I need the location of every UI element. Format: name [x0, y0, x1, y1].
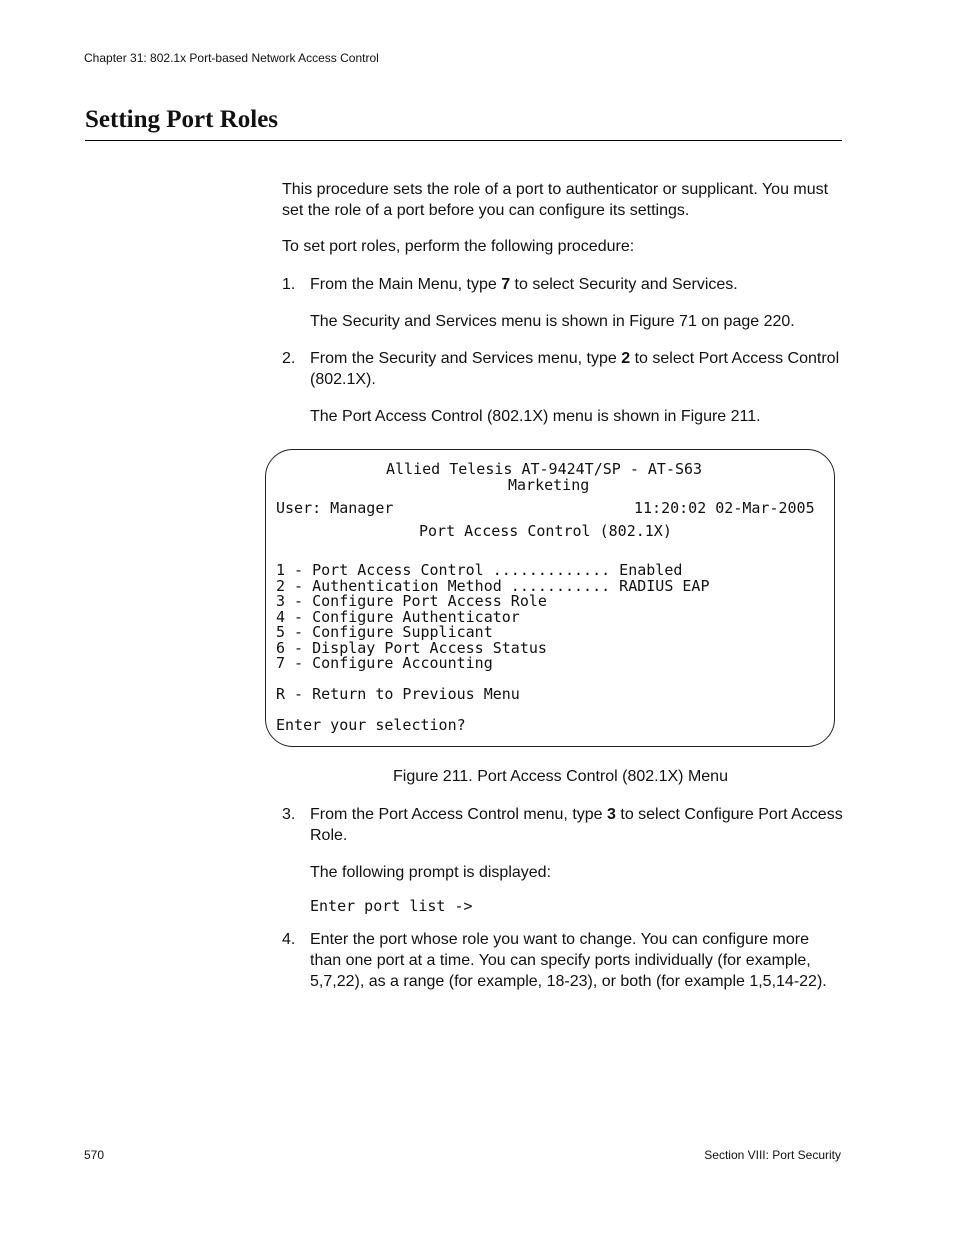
step-number: 4. — [282, 931, 296, 948]
menu-item-authentication-method: 2 - Authentication Method ........... RADIUS EAP — [276, 577, 710, 595]
terminal-system-name: Marketing — [508, 476, 590, 494]
step-3-note: The following prompt is displayed: — [310, 864, 552, 881]
figure-caption: Figure 211. Port Access Control (802.1X) Menu — [393, 768, 728, 785]
procedure-intro: To set port roles, perform the following procedure: — [282, 238, 635, 255]
terminal-product-line: Allied Telesis AT-9424T/SP - AT-S63 — [386, 460, 703, 478]
step-number: 1. — [282, 276, 296, 293]
terminal-datetime: 11:20:02 02-Mar-2005 — [634, 499, 815, 517]
step-1-note: The Security and Services menu is shown in Figure 71 on page 220. — [310, 313, 795, 330]
menu-item-port-access-control: 1 - Port Access Control ............. Enabled — [276, 561, 683, 579]
terminal-screen — [265, 449, 835, 747]
menu-item-display-port-access-status: 6 - Display Port Access Status — [276, 639, 547, 657]
terminal-user: User: Manager — [276, 499, 394, 517]
step-number: 2. — [282, 350, 296, 367]
code-prompt: Enter port list -> — [310, 897, 473, 915]
running-header: Chapter 31: 802.1x Port-based Network Access Control — [84, 51, 379, 65]
key-value: 2 — [621, 350, 631, 367]
step-text: From the Port Access Control menu, type 3 to select Configure Port Access Role. — [310, 806, 843, 844]
key-value: 7 — [501, 276, 511, 293]
step-text: Enter the port whose role you want to change. You can configure more than one port at a time. You can specify ports individually (for example, 5,7,22), as a range (for example, 18-23), or both (for example 1,5,14-22). — [310, 931, 827, 990]
terminal-prompt: Enter your selection? — [276, 716, 466, 734]
page-title: Setting Port Roles — [85, 106, 279, 133]
menu-item-configure-supplicant: 5 - Configure Supplicant — [276, 623, 493, 641]
step-2-note: The Port Access Control (802.1X) menu is shown in Figure 211. — [310, 408, 761, 425]
menu-item-configure-authenticator: 4 - Configure Authenticator — [276, 608, 520, 626]
step-text: From the Main Menu, type 7 to select Security and Services. — [310, 276, 738, 293]
step-number: 3. — [282, 806, 296, 823]
key-value: 3 — [607, 806, 616, 823]
step-text: From the Security and Services menu, type 2 to select Port Access Control (802.1X). — [310, 350, 840, 388]
menu-item-configure-accounting: 7 - Configure Accounting — [276, 654, 493, 672]
menu-item-return: R - Return to Previous Menu — [276, 685, 520, 703]
section-footer: Section VIII: Port Security — [704, 1148, 841, 1162]
title-rule — [85, 140, 842, 141]
intro-paragraph: This procedure sets the role of a port to authenticator or supplicant. You must set the role of a port before you can configure its settings. — [282, 181, 829, 219]
terminal-menu-title: Port Access Control (802.1X) — [419, 522, 672, 540]
page-number: 570 — [84, 1148, 105, 1162]
menu-item-configure-port-access-role: 3 - Configure Port Access Role — [276, 592, 547, 610]
